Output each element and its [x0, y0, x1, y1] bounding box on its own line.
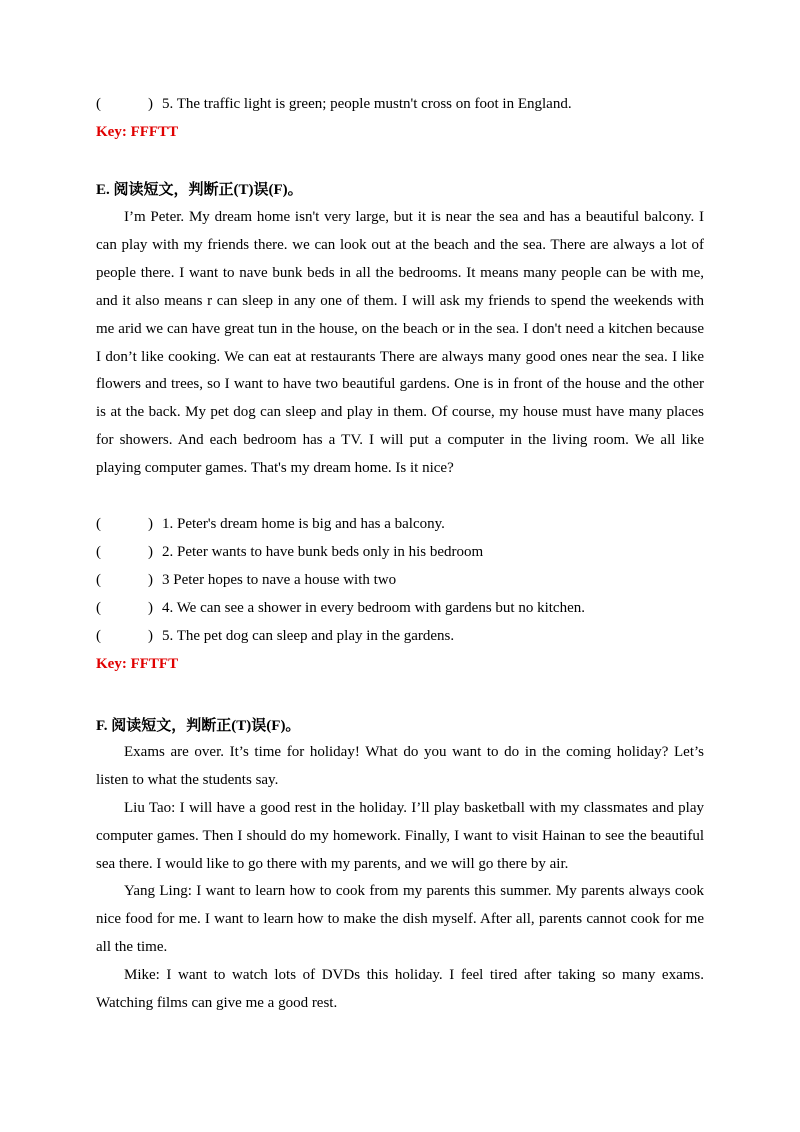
answer-paren-open: (: [96, 600, 101, 616]
question-text: 5. The pet dog can sleep and play in the gardens.: [162, 628, 455, 644]
section-f-paragraph-4: Mike: I want to watch lots of DVDs this holiday. I feel tired after taking so many exams. Watching films can give me a good rest.: [96, 967, 704, 1011]
answer-paren-close: ): [148, 516, 153, 532]
answer-paren-close: ): [148, 96, 153, 112]
question-text: 1. Peter's dream home is big and has a balcony.: [162, 516, 445, 532]
question-text: 4. We can see a shower in every bedroom with gardens but no kitchen.: [162, 600, 585, 616]
section-e-heading: E. 阅读短文，判断正(T)误(F)。: [96, 182, 303, 198]
answer-key-d: Key: FFFTT: [96, 124, 179, 140]
section-e-passage: I’m Peter. My dream home isn't very large, but it is near the sea and has a beautiful balcony. I can play with my friends there. we can look out at the beach and the sea. There are always a lot of people there. I want to nave bunk beds in all the bedrooms. It means many people can be with me, and it also means r can sleep in any one of them. I will ask my friends to spend the weekends with me arid we can have great tun in the house, on the beach or in the sea. I don't need a kitchen because I don’t like cooking. We can eat at restaurants There are always many good ones near the sea. I like flowers and trees, so I want to have two beautiful gardens. One is in front of the house and the other is at the back. My pet dog can sleep and play in them. Of course, my house must have many places for showers. And each bedroom has a TV. I will put a computer in the living room. We all like playing computer games. That's my dream home. Is it nice?: [96, 209, 704, 477]
answer-paren-open: (: [96, 572, 101, 588]
answer-paren-close: ): [148, 600, 153, 616]
question-text: 5. The traffic light is green; people mustn't cross on foot in England.: [162, 96, 572, 112]
answer-paren-close: ): [148, 628, 153, 644]
question-text: 3 Peter hopes to nave a house with two: [162, 572, 397, 588]
answer-paren-close: ): [148, 544, 153, 560]
section-f-paragraph-2: Liu Tao: I will have a good rest in the holiday. I’ll play basketball with my classmates and play computer games. Then I should do my homework. Finally, I want to visit Hainan to see the beautiful sea there. I would like to go there with my parents, and we will go there by air.: [96, 800, 704, 872]
question-text: 2. Peter wants to have bunk beds only in his bedroom: [162, 544, 484, 560]
section-f-paragraph-1: Exams are over. It’s time for holiday! What do you want to do in the coming holiday? Let’s listen to what the students say.: [96, 744, 704, 788]
answer-paren-open: (: [96, 544, 101, 560]
answer-paren-close: ): [148, 572, 153, 588]
section-f-paragraph-3: Yang Ling: I want to learn how to cook from my parents this summer. My parents always cook nice food for me. I want to learn how to make the dish myself. After all, parents cannot cook for me all the time.: [96, 883, 704, 955]
answer-key-e: Key: FFTFT: [96, 656, 179, 672]
section-f-heading: F. 阅读短文，判断正(T)误(F)。: [96, 718, 301, 734]
answer-paren-open: (: [96, 516, 101, 532]
answer-paren-open: (: [96, 96, 101, 112]
answer-paren-open: (: [96, 628, 101, 644]
